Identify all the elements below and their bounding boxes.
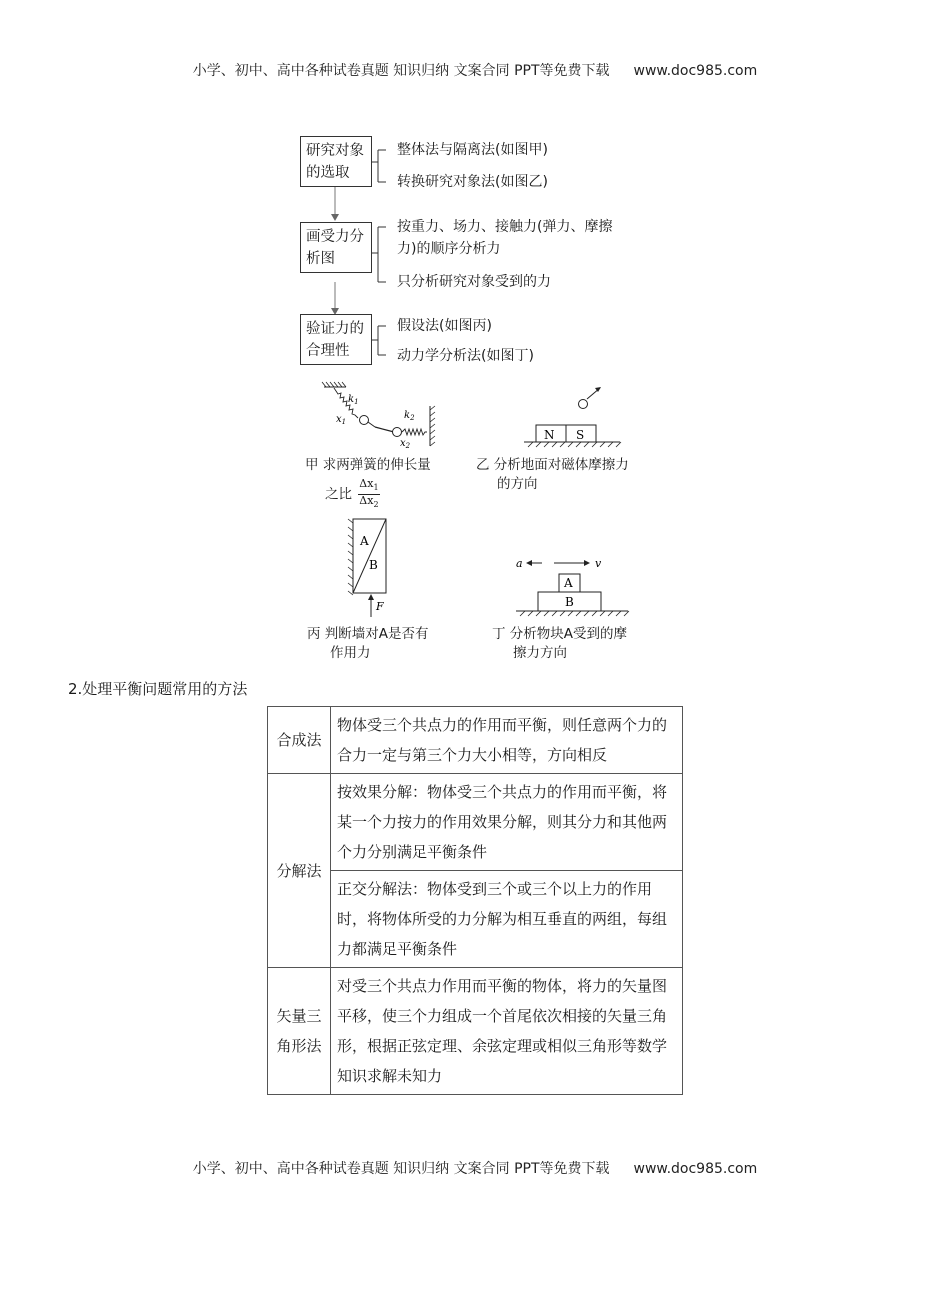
method-desc-cell: 物体受三个共点力的作用而平衡，则任意两个力的合力一定与第三个力大小相等，方向相反 [331,707,683,774]
method-desc-cell: 对受三个共点力作用而平衡的物体，将力的矢量图平移，使三个力组成一个首尾依次相接的矢量三角形，根据正弦定理、余弦定理或相似三角形等数学知识求解未知力 [331,968,683,1095]
figure-bing-caption-line1: 丙 判断墙对A是否有 [307,626,429,642]
flow-step3-item1: 假设法(如图丙) [397,318,492,334]
bracket-2 [370,227,386,282]
header-site: www.doc985.com [633,63,758,79]
methods-table [267,706,683,1095]
figure-ding-caption-line2: 擦力方向 [513,645,567,661]
figure-jia-caption-line2 [325,478,380,511]
ball-1 [360,416,369,425]
svg-text:x1: $x_1$ [336,414,347,426]
flow-step2-title-line2: 析图 [306,251,335,267]
svg-text:k2: $k_2$ [404,410,415,422]
bracket-3 [370,326,386,355]
figure-yi-caption-line1: 乙 分析地面对磁体摩擦力 [476,457,629,473]
frac-num-sub: 1 [373,483,379,493]
page-footer [0,1158,950,1178]
flow-step1-title-line2: 的选取 [306,165,350,181]
svg-text:k1: $k_1$ [348,394,359,406]
frac-den-sub: 2 [373,500,379,510]
header-text: 小学、初中、高中各种试卷真题 知识归纳 文案合同 PPT等免费下载 [192,63,610,79]
table-row [268,707,683,774]
svg-text:F: F [376,600,384,613]
svg-text:B: B [565,595,574,609]
svg-text:S: S [576,428,585,442]
method-desc-cell: 正交分解法：物体受到三个或三个以上力的作用时，将物体所受的力分解为相互垂直的两组，每组力都满足平衡条件 [331,871,683,968]
svg-text:A: A [564,576,573,590]
ball-3 [579,400,588,409]
section-2-title: 2.处理平衡问题常用的方法 [68,680,248,698]
method-name-cell: 分解法 [268,774,331,968]
svg-text:A: A [360,534,369,548]
table-row [268,774,683,871]
figure-yi-caption-line2: 的方向 [497,476,538,492]
svg-text:N: N [544,428,555,442]
method-desc-cell: 按效果分解：物体受三个共点力的作用而平衡，将某一个力按力的作用效果分解，则其分力和其他两个力分别满足平衡条件 [331,774,683,871]
flow-step1-title-line1: 研究对象 [306,143,364,159]
table-row [268,968,683,1095]
figure-jia-fraction [358,478,379,511]
figure-bing-wall [340,515,400,620]
figure-jia-caption-line1: 甲 求两弹簧的伸长量 [305,457,431,473]
flow-step2-box [300,222,372,273]
bracket-1 [370,150,386,182]
flow-step2-item1-line2: 力)的顺序分析力 [397,241,501,257]
footer-text: 小学、初中、高中各种试卷真题 知识归纳 文案合同 PPT等免费下载 [192,1161,610,1177]
flow-step3-box [300,314,372,365]
svg-text:a: a [516,557,523,570]
flow-step2-item1-line1: 按重力、场力、接触力(弹力、摩擦 [397,219,613,235]
flow-step3-item2: 动力学分析法(如图丁) [397,348,534,364]
table-row [268,871,683,968]
flow-step3-title-line2: 合理性 [306,343,350,359]
flow-step1-item1: 整体法与隔离法(如图甲) [397,142,548,158]
method-name-cell: 合成法 [268,707,331,774]
footer-site: www.doc985.com [633,1161,758,1177]
method-name-cell: 矢量三角形法 [268,968,331,1095]
figure-jia-caption-prefix: 之比 [325,486,352,503]
flow-step2-title-line1: 画受力分 [306,229,364,245]
svg-text:x2: $x_2$ [400,438,411,450]
ball-2 [393,428,402,437]
flow-step1-item2: 转换研究对象法(如图乙) [397,174,548,190]
figure-jia-springs [318,380,438,452]
figure-ding-caption-line1: 丁 分析物块A受到的摩 [492,626,628,642]
figure-ding-blocks [510,553,640,619]
flow-step1-box [300,136,372,187]
svg-text:B: B [369,558,378,572]
figure-yi-magnet [520,383,655,449]
frac-num: Δx [359,477,374,490]
figure-bing-caption-line2: 作用力 [330,645,371,661]
flow-step3-title-line1: 验证力的 [306,321,364,337]
page-header [0,60,950,80]
flow-step2-item2: 只分析研究对象受到的力 [397,274,551,290]
svg-text:v: v [595,557,602,570]
spring-2 [402,429,427,435]
frac-den: Δx [359,494,374,508]
